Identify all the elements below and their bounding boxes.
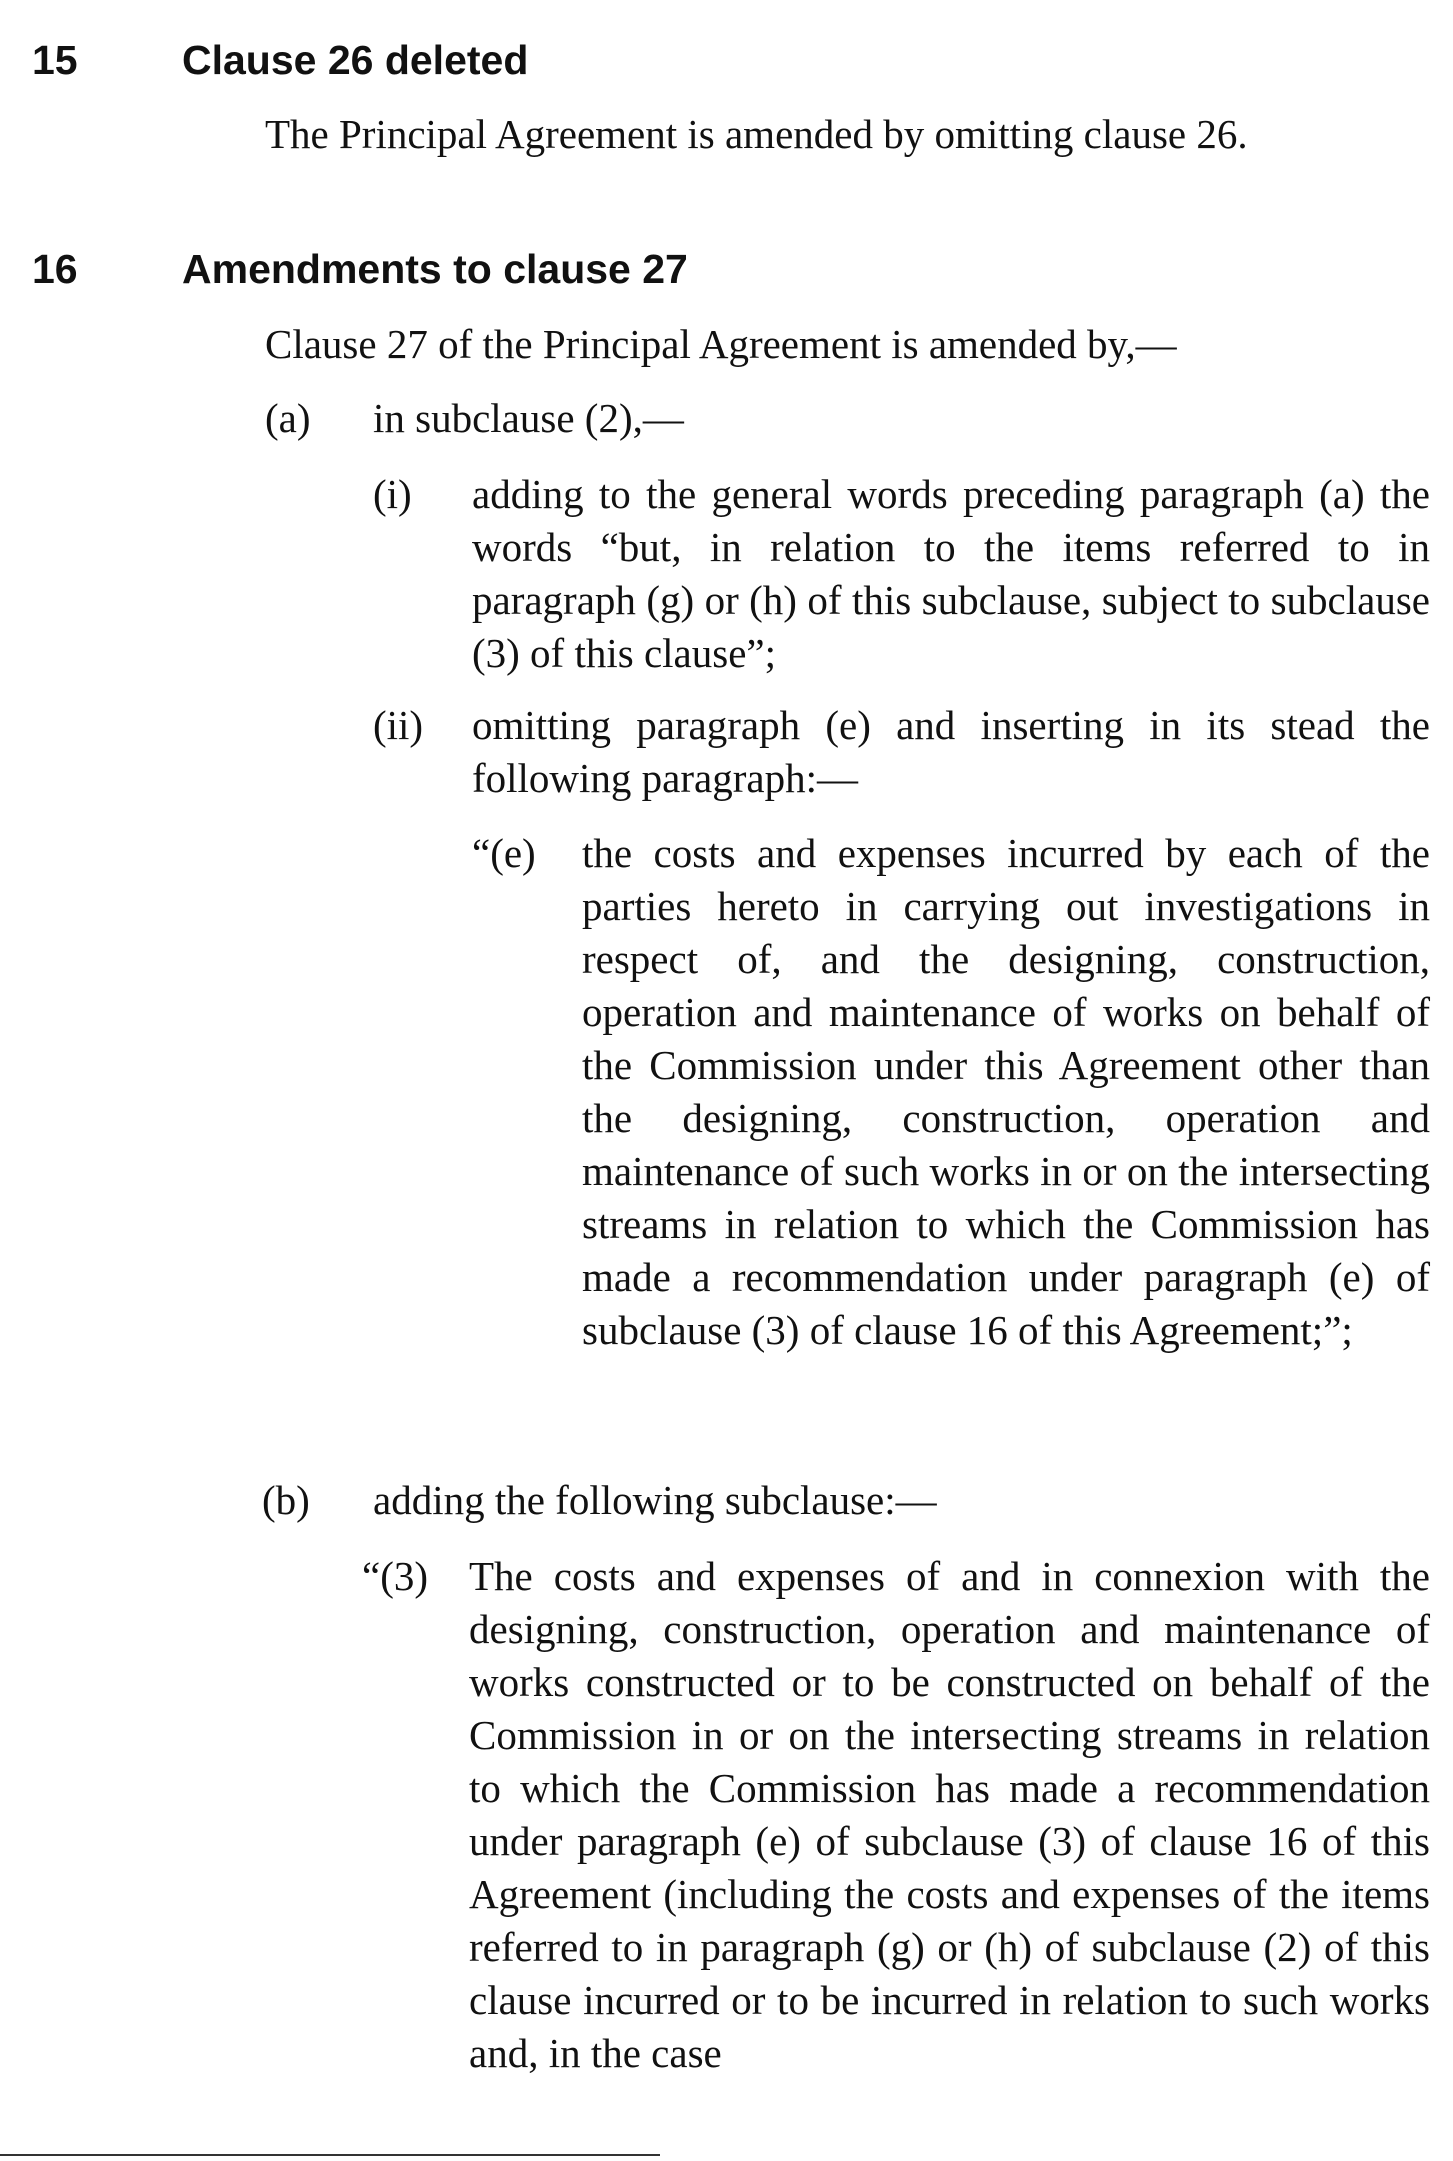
paragraph-b-label: (b) xyxy=(262,1477,310,1523)
subparagraph-ii-text: omitting paragraph (e) and inserting in its stead the following paragraph:— xyxy=(472,702,1430,801)
section-number: 16 xyxy=(32,246,78,292)
paragraph-b-text: adding the following subclause:— xyxy=(373,1477,937,1523)
paragraph-a-text: in subclause (2),— xyxy=(373,395,684,441)
section-16-intro: Clause 27 of the Principal Agreement is amended by,— xyxy=(265,321,1177,367)
quoted-paragraph-e-label: “(e) xyxy=(472,830,536,876)
quoted-paragraph-e-text: the costs and expenses incurred by each of the parties hereto in carrying out investigations in respect of, and the designing, construction, operation and maintenance of works on behalf of the Commission under this Agreement other than the designing, construction, operation and maintenance of such works in or on the intersecting streams in relation to which the Commission has made a recommendation under paragraph (e) of subclause (3) of clause 16 of this Agreement;”; xyxy=(582,830,1430,1353)
paragraph-a-label: (a) xyxy=(265,395,311,441)
subparagraph-ii-label: (ii) xyxy=(373,702,424,748)
footnote-divider xyxy=(0,2154,660,2156)
section-title: Clause 26 deleted xyxy=(182,37,529,83)
section-title: Amendments to clause 27 xyxy=(182,246,688,292)
quoted-subclause-3-label: “(3) xyxy=(362,1553,429,1599)
subparagraph-i-label: (i) xyxy=(373,471,412,517)
section-number: 15 xyxy=(32,37,78,83)
quoted-subclause-3-text: The costs and expenses of and in connexion with the designing, construction, operation and maintenance of works constructed or to be constructed on behalf of the Commission in or on the intersecting streams in relation to which the Commission has made a recommendation under paragraph (e) of subclause (3) of clause 16 of this Agreement (including the costs and expenses of the items referred to in paragraph (g) or (h) of subclause (2) of this clause incurred or to be incurred in relation to such works and, in the case xyxy=(469,1553,1430,2076)
section-15-body: The Principal Agreement is amended by omitting clause 26. xyxy=(265,111,1248,157)
subparagraph-i-text: adding to the general words preceding paragraph (a) the words “but, in relation to the items referred to in paragraph (g) or (h) of this subclause, subject to subclause (3) of this clause”; xyxy=(472,471,1430,676)
